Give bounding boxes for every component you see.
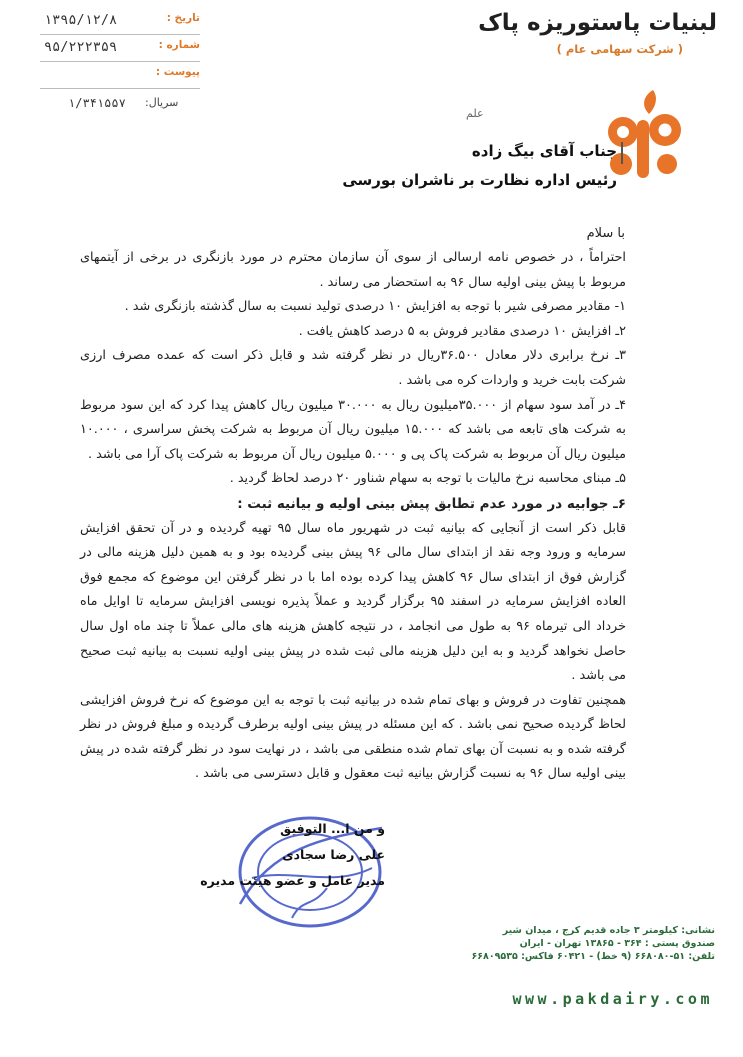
- recipient-title: رئیس اداره نظارت بر ناشران بورسی: [342, 171, 617, 189]
- list-item: ۲ـ افزایش ۱۰ درصدی مقادیر فروش به ۵ درصد کاهش یافت .: [298, 323, 626, 339]
- serial-label: سریال:: [145, 96, 179, 109]
- company-subtitle: ( شرکت سهامی عام ): [556, 42, 683, 56]
- signer-name: علی رضا سجادی: [282, 847, 385, 862]
- company-logo-icon: [605, 88, 685, 180]
- signature-block: [200, 816, 385, 894]
- greeting: با سلام: [586, 226, 625, 241]
- serial-value: ۱/۳۴۱۵۵۷: [68, 96, 126, 110]
- footer-phone: تلفن: ۵۱-۶۶۸۰۸۰ (۹ خط) - ۶۰۴۲۱ فاکس: ۶۶۸۰۹۵۳۵: [471, 951, 715, 962]
- list-item: ۳ـ نرخ برابری دلار معادل ۳۶.۵۰۰ریال در نظر گرفته شد و قابل ذکر است که عمده مصرف ارزی شرکت بابت خرید و واردات کره می باشد .: [80, 348, 626, 388]
- list-item: ۱- مقادیر مصرفی شیر با توجه به افزایش ۱۰ درصدی تولید نسبت به سال گذشته بازنگری شد .: [124, 299, 626, 315]
- number-value: ۹۵/۲۲۲۳۵۹: [44, 39, 118, 55]
- response-paragraph: قابل ذکر است از آنجایی که بیانیه ثبت در شهریور ماه سال ۹۵ تهیه گردیده و در آن تحقق افزایش سرمایه و ورود وجه نقد از ابتدای سال مالی ۹۶ پیش بینی گردیده بود و به همین دلیل هزینه مالی در گزارش فوق از ابتدای سال ۹۶ کاهش پیدا کرده بوده اما با در نظر گرفتن این موضوع که مجمع فوق العاده افزایش سرمایه در اسفند ۹۵ برگزار گردید و عملاً پذیره نویسی افزایش سرمایه تا اوایل ماه خرداد الی تیرماه ۹۶ به طول می انجامد ، در نتیجه کاهش هزینه های مالی عملاً تا چند ماه اول سال حاصل نخواهد گردید و به این دلیل هزینه مالی ثبت شده در پیش بینی اولیه نسبت به بیانیه ثبت صحیح می باشد .: [80, 520, 627, 684]
- closing-phrase: و من ا... التوفیق: [280, 821, 385, 836]
- response-paragraph: همچنین تفاوت در فروش و بهای تمام شده در بیانیه ثبت با توجه به این موضوع که نرخ فروش افزایشی لحاظ گردیده صحیح نمی باشد . که این مسئله در پیش بینی اولیه برطرف گردیده و مبلغ فروش در نظر گرفته شده و به نسبت آن بهای تمام شده منطقی می باشد ، در نهایت سود در نظر گرفته شده در پیش بینی اولیه سال ۹۶ به نسبت گزارش بیانیه ثبت معقول و قابل دسترسی می باشد .: [80, 692, 626, 782]
- date-value: ۱۳۹۵/۱۲/۸: [44, 12, 118, 28]
- signer-title: مدیر عامل و عضو هیئت مدیره: [200, 873, 385, 888]
- footer-website: www.pakdairy.com: [512, 990, 713, 1008]
- attachment-label: پیوست :: [155, 66, 200, 78]
- list-item: ۵ـ مبنای محاسبه نرخ مالیات با توجه به سهام شناور ۲۰ درصد لحاظ گردید .: [229, 471, 626, 487]
- number-row: [40, 35, 200, 62]
- date-row: [40, 8, 200, 35]
- number-label: شماره :: [158, 39, 200, 51]
- recipient-marker: [621, 142, 623, 164]
- footer-po-box: صندوق پستی : ۳۶۴ - ۱۳۸۶۵ تهران - ایران: [519, 938, 715, 949]
- date-label: تاریخ :: [166, 12, 200, 24]
- attachment-row: [40, 62, 200, 89]
- letter-body: [80, 246, 626, 787]
- recipient-name: جناب آقای بیگ زاده: [471, 142, 617, 160]
- margin-note: علم: [466, 107, 484, 120]
- section-heading: ۶ـ جوابیه در مورد عدم تطابق پیش بینی اولیه و بیانیه ثبت :: [237, 495, 626, 512]
- company-name: لبنیات پاستوریزه پاک: [478, 10, 717, 36]
- intro-paragraph: احتراماً ، در خصوص نامه ارسالی از سوی آن سازمان محترم در مورد بازنگری در برخی از آیتمهای مربوط با پیش بینی اولیه سال ۹۶ به استحضار می رساند .: [80, 250, 626, 290]
- footer-contact: [471, 924, 715, 963]
- footer-address: نشانی: کیلومتر ۳ جاده قدیم کرج ، میدان شیر: [502, 925, 715, 936]
- list-item: ۴ـ در آمد سود سهام از ۳۵.۰۰۰میلیون ریال به ۳۰.۰۰۰ میلیون ریال کاهش پیدا کرد که این سود مربوط به شرکت های تابعه می باشد که ۱۵.۰۰۰ میلیون ریال آن مربوط به شرکت پخش سراسری ، ۱۰.۰۰۰ میلیون ریال آن مربوط به شرکت پاک پی و ۵.۰۰۰ میلیون ریال آن مربوط به شرکت پاک آرا می باشد .: [80, 397, 626, 462]
- letter-meta: [40, 8, 200, 89]
